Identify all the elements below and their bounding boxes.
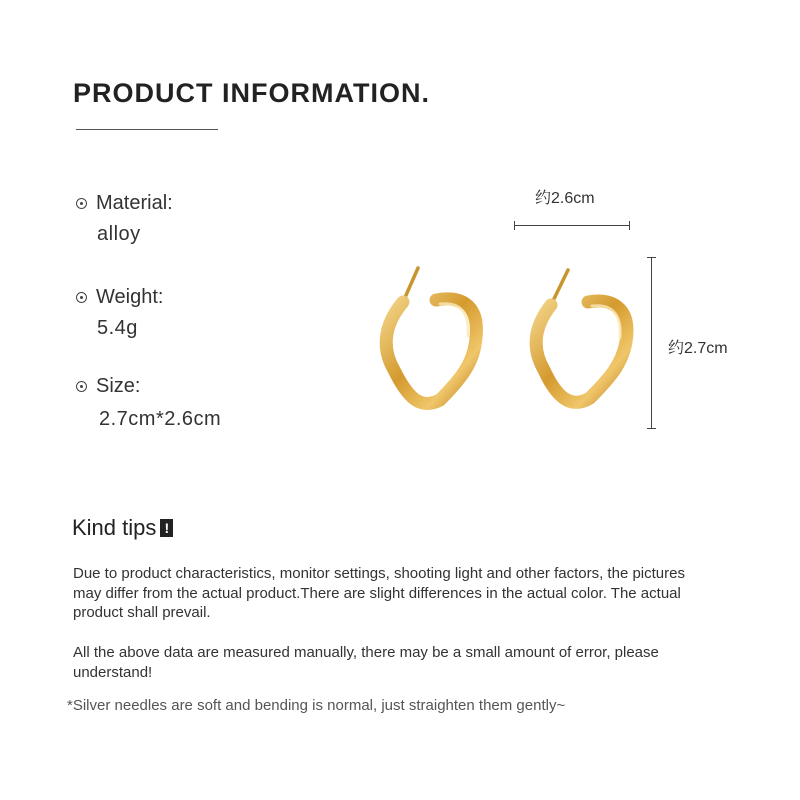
spec-value: alloy <box>97 223 141 245</box>
bullet-icon <box>76 198 87 209</box>
title-divider <box>76 129 218 130</box>
tips-paragraph: Due to product characteristics, monitor settings, shooting light and other factors, the pictures may differ from the actual product.There are slight differences in the actual color. The actual product shall prevail. <box>73 565 685 621</box>
exclamation-icon: ! <box>160 519 173 537</box>
kind-tips-title: Kind tips <box>72 515 157 540</box>
earring-left <box>386 268 476 403</box>
tips-paragraph: All the above data are measured manually, there may be a small amount of error, please understand! <box>73 644 659 681</box>
spec-value: 5.4g <box>97 317 138 339</box>
width-dimension-line <box>514 225 630 226</box>
page-title: PRODUCT INFORMATION. <box>73 78 430 108</box>
earrings-image <box>370 250 670 440</box>
spec-weight <box>76 286 163 340</box>
spec-label: Material: <box>96 192 173 214</box>
height-dimension-label: 约2.7cm <box>668 340 728 357</box>
width-dimension-label: 约2.6cm <box>535 190 595 207</box>
height-dimension-line <box>651 257 652 429</box>
spec-material <box>76 192 173 246</box>
bullet-icon <box>76 381 87 392</box>
spec-label: Weight: <box>96 286 164 308</box>
kind-tips-heading <box>72 515 173 541</box>
spec-size <box>76 375 221 431</box>
earring-right <box>536 270 627 402</box>
spec-label: Size: <box>96 375 141 397</box>
bullet-icon <box>76 292 87 303</box>
spec-value: 2.7cm*2.6cm <box>99 408 222 430</box>
footnote: *Silver needles are soft and bending is normal, just straighten them gently~ <box>67 697 566 714</box>
